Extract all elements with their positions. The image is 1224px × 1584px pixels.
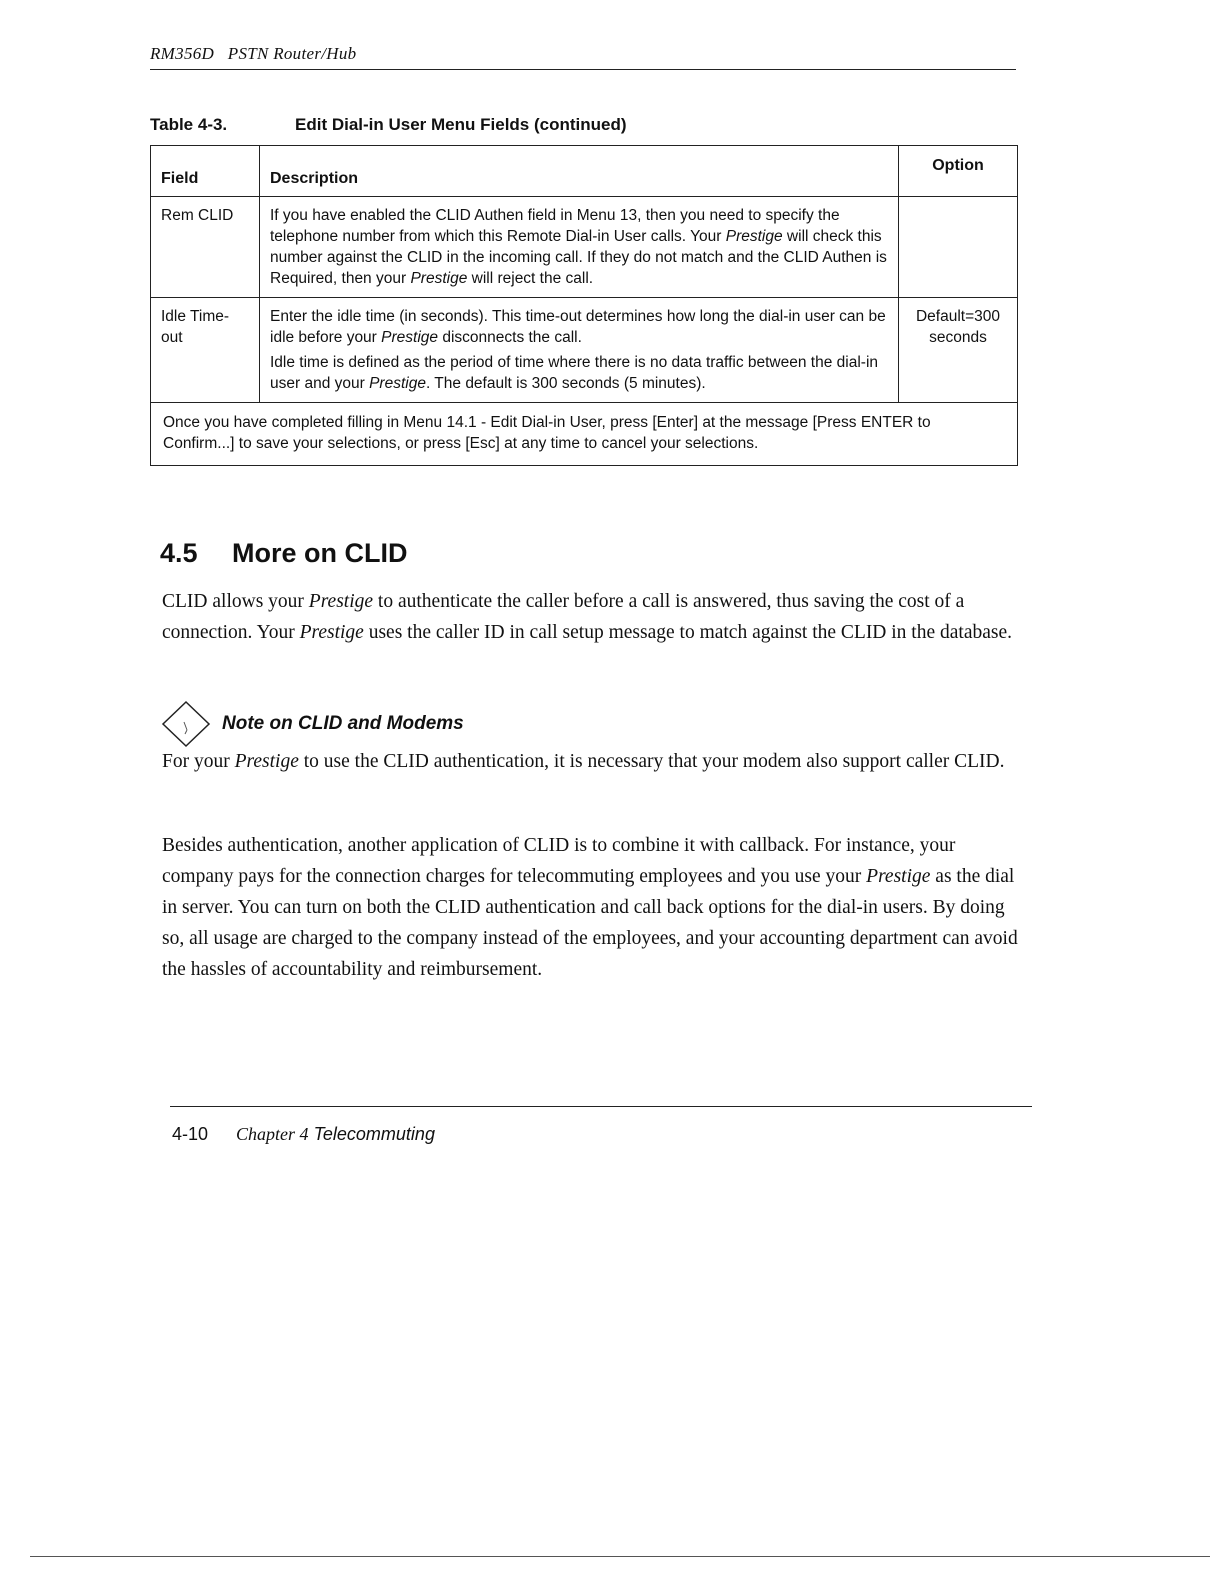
body-paragraph: Besides authentication, another application of CLID is to combine it with callback. For instance, your company pays for the connection charges for telecommuting employees and you use your Prestige as the dial in server. You can turn on both the CLID authentication and call back options for the dial-in users. By doing so, all usage are charged to the company instead of the employees, and your accounting department can avoid the hassles of accountability and reimbursement. xyxy=(162,835,1018,980)
column-header-description: Description xyxy=(260,146,899,197)
product-name: Prestige xyxy=(725,227,783,245)
field-option xyxy=(899,196,1018,297)
table-number: Table 4-3. xyxy=(150,115,228,134)
body-paragraph: CLID allows your Prestige to authenticate the caller before a call is answered, thus saving the cost of a connection. Your Prestige uses the caller ID in call setup message to match against the CLID in the database. xyxy=(162,591,1013,643)
product-name: Prestige xyxy=(299,622,364,643)
field-option: Default=300 seconds xyxy=(899,298,1018,403)
table-footer-row xyxy=(151,403,1018,466)
fields-table xyxy=(150,145,1018,466)
table-row xyxy=(151,298,1018,403)
field-name: Idle Time-out xyxy=(151,298,260,403)
description-paragraph: If you have enabled the CLID Authen field in Menu 13, then you need to specify the telephone number from which this Remote Dial-in User calls. Your Prestige will check this number against the CLID in the incoming call. If they do not match and the CLID Authen is Required, then your Prestige will reject the call. xyxy=(270,206,887,287)
column-header-field: Field xyxy=(151,146,260,197)
scan-edge-line xyxy=(30,1556,1210,1557)
running-header-title: RM356D PSTN Router/Hub xyxy=(150,44,357,63)
note-title: Note on CLID and Modems xyxy=(222,713,464,734)
product-name: Prestige xyxy=(308,591,374,612)
running-header xyxy=(150,44,1016,70)
page-number: 4-10 xyxy=(172,1124,209,1144)
chapter-label xyxy=(236,1124,435,1145)
note-diamond-icon xyxy=(160,700,212,748)
chapter-prefix: Chapter 4 xyxy=(236,1124,309,1144)
note-callout xyxy=(160,700,464,748)
section-heading xyxy=(160,538,408,569)
product-name: Prestige xyxy=(866,866,931,887)
product-name: Prestige xyxy=(234,751,299,772)
field-name: Rem CLID xyxy=(151,196,260,297)
footer-rule xyxy=(170,1106,1032,1107)
product-name: Prestige xyxy=(410,269,468,287)
header-rule xyxy=(150,69,1016,70)
table-header-row xyxy=(151,146,1018,197)
body-paragraph: For your Prestige to use the CLID authentication, it is necessary that your modem also support caller CLID. xyxy=(162,751,1005,772)
description-paragraph: Idle time is defined as the period of time where there is no data traffic between the dial-in user and your Prestige. The default is 300 seconds (5 minutes). xyxy=(270,354,879,393)
field-description xyxy=(260,196,899,297)
page-footer xyxy=(172,1124,435,1145)
column-header-option: Option xyxy=(899,146,1018,197)
chapter-title: Telecommuting xyxy=(313,1124,435,1144)
description-paragraph: Enter the idle time (in seconds). This time-out determines how long the dial-in user can be idle before your Prestige disconnects the call. xyxy=(270,308,886,347)
table-row xyxy=(151,196,1018,297)
section-number: 4.5 xyxy=(160,538,198,568)
table-caption xyxy=(150,115,627,135)
product-name: Prestige xyxy=(381,329,439,347)
section-title: More on CLID xyxy=(232,538,408,568)
table-footer-note: Once you have completed filling in Menu 14.1 - Edit Dial-in User, press [Enter] at the message [Press ENTER to Confirm...] to save your selections, or press [Esc] at any time to cancel your selections. xyxy=(151,403,1018,466)
table-title: Edit Dial-in User Menu Fields (continued) xyxy=(295,115,627,134)
product-name: Prestige xyxy=(369,375,426,393)
field-description xyxy=(260,298,899,403)
